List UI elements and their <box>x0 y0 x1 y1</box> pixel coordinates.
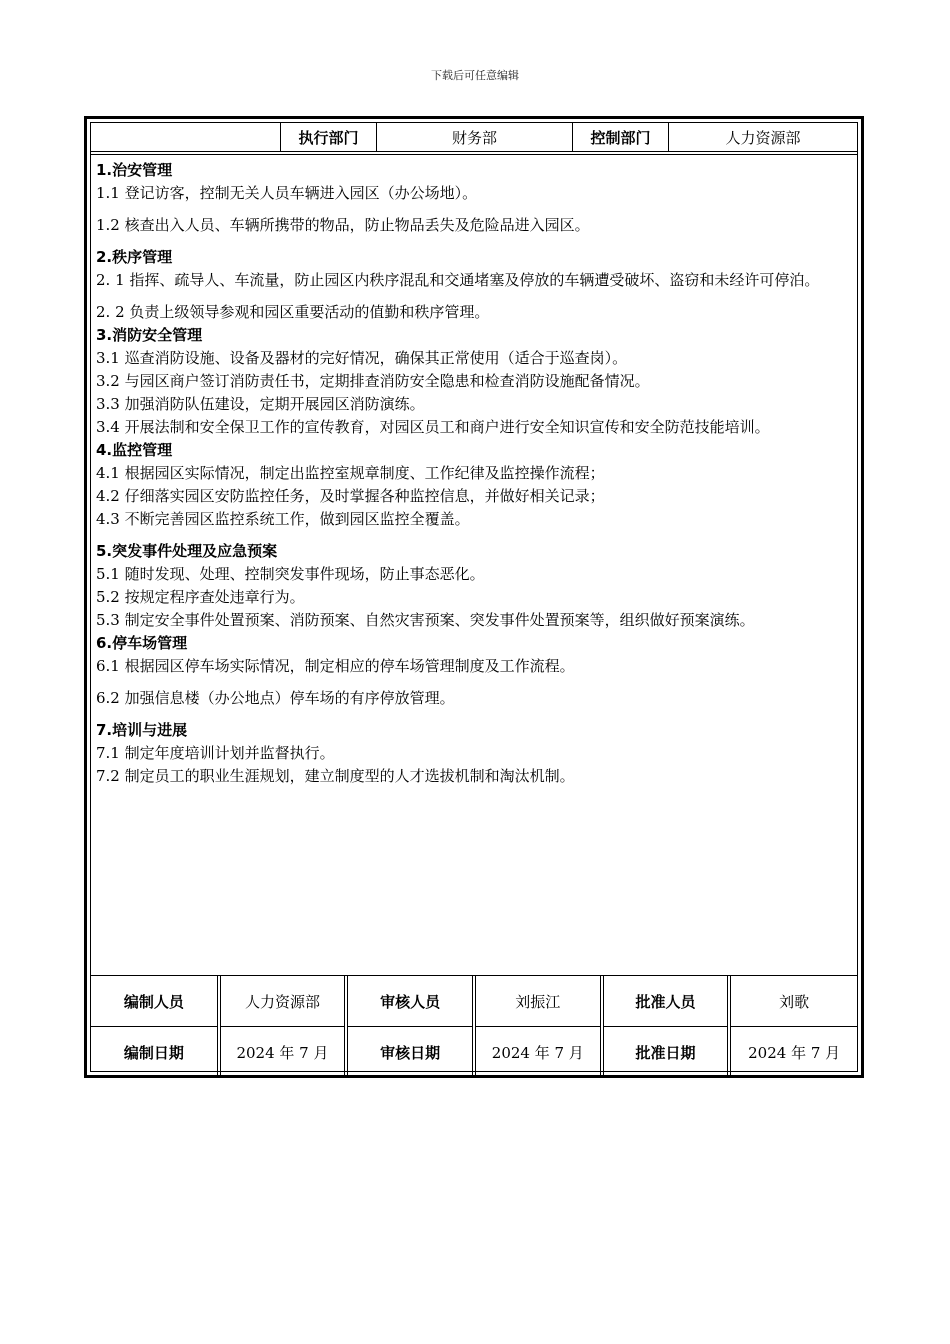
review-date-label: 审核日期 <box>346 1027 474 1078</box>
duty-item: 3.1 巡查消防设施、设备及器材的完好情况，确保其正常使用（适合于巡查岗）。 <box>96 349 628 367</box>
duty-item: 6.2 加强信息楼（办公地点）停车场的有序停放管理。 <box>96 689 455 707</box>
control-dept-label: 控制部门 <box>573 123 669 151</box>
duty-item: 5.1 随时发现、处理、控制突发事件现场，防止事态恶化。 <box>96 565 485 583</box>
compile-date-value: 2024 年 7 月 <box>219 1027 347 1078</box>
document-inner-border <box>90 122 858 1072</box>
duty-item: 7.2 制定员工的职业生涯规划，建立制度型的人才选拔机制和淘汰机制。 <box>96 767 575 785</box>
control-dept-value: 人力资源部 <box>725 128 801 147</box>
duty-item: 7.1 制定年度培训计划并监督执行。 <box>96 744 335 762</box>
signature-table <box>91 975 857 1074</box>
section-title: 2.秩序管理 <box>96 248 173 266</box>
approver-value: 刘歌 <box>729 976 857 1027</box>
compiler-label: 编制人员 <box>91 976 219 1027</box>
compiler-value: 人力资源部 <box>219 976 347 1027</box>
top-note: 下载后可任意编辑 <box>431 69 519 82</box>
section-title: 5.突发事件处理及应急预案 <box>96 542 278 560</box>
header-blank-cell <box>91 123 281 151</box>
exec-dept-value: 财务部 <box>377 123 573 151</box>
section-title: 4.监控管理 <box>96 441 173 459</box>
duty-item: 3.3 加强消防队伍建设，定期开展园区消防演练。 <box>96 395 425 413</box>
duties-content <box>96 159 849 788</box>
exec-dept-label: 执行部门 <box>281 123 377 151</box>
duty-item: 3.2 与园区商户签订消防责任书，定期排查消防安全隐患和检查消防设施配备情况。 <box>96 372 650 390</box>
review-date-value: 2024 年 7 月 <box>474 1027 602 1078</box>
compile-date-label: 编制日期 <box>91 1027 219 1078</box>
table-row <box>91 1027 857 1078</box>
table-row <box>91 976 857 1027</box>
section-title: 7.培训与进展 <box>96 721 188 739</box>
duty-item: 6.1 根据园区停车场实际情况，制定相应的停车场管理制度及工作流程。 <box>96 657 575 675</box>
reviewer-label: 审核人员 <box>346 976 474 1027</box>
document-frame <box>84 116 864 1078</box>
header-row <box>91 123 857 155</box>
approve-date-label: 批准日期 <box>602 1027 730 1078</box>
duty-item: 4.2 仔细落实园区安防监控任务，及时掌握各种监控信息，并做好相关记录； <box>96 487 605 505</box>
duty-item: 1.2 核查出入人员、车辆所携带的物品，防止物品丢失及危险品进入园区。 <box>96 216 590 234</box>
approve-date-value: 2024 年 7 月 <box>729 1027 857 1078</box>
duty-item: 3.4 开展法制和安全保卫工作的宣传教育，对园区员工和商户进行安全知识宣传和安全防范技能培训。 <box>96 418 770 436</box>
section-title: 3.消防安全管理 <box>96 326 203 344</box>
duty-item: 2. 2 负责上级领导参观和园区重要活动的值勤和秩序管理。 <box>96 303 490 321</box>
duty-item: 2. 1 指挥、疏导人、车流量，防止园区内秩序混乱和交通堵塞及停放的车辆遭受破坏、盗窃和未经许可停泊。 <box>96 271 820 289</box>
reviewer-value: 刘振江 <box>474 976 602 1027</box>
duty-item: 4.3 不断完善园区监控系统工作，做到园区监控全覆盖。 <box>96 510 470 528</box>
section-title: 6.停车场管理 <box>96 634 188 652</box>
section-title: 1.治安管理 <box>96 161 173 179</box>
duty-item: 4.1 根据园区实际情况，制定出监控室规章制度、工作纪律及监控操作流程； <box>96 464 605 482</box>
approver-label: 批准人员 <box>602 976 730 1027</box>
duty-item: 1.1 登记访客，控制无关人员车辆进入园区（办公场地）。 <box>96 184 478 202</box>
duty-item: 5.2 按规定程序查处违章行为。 <box>96 588 305 606</box>
duty-item: 5.3 制定安全事件处置预案、消防预案、自然灾害预案、突发事件处置预案等，组织做好预案演练。 <box>96 611 755 629</box>
